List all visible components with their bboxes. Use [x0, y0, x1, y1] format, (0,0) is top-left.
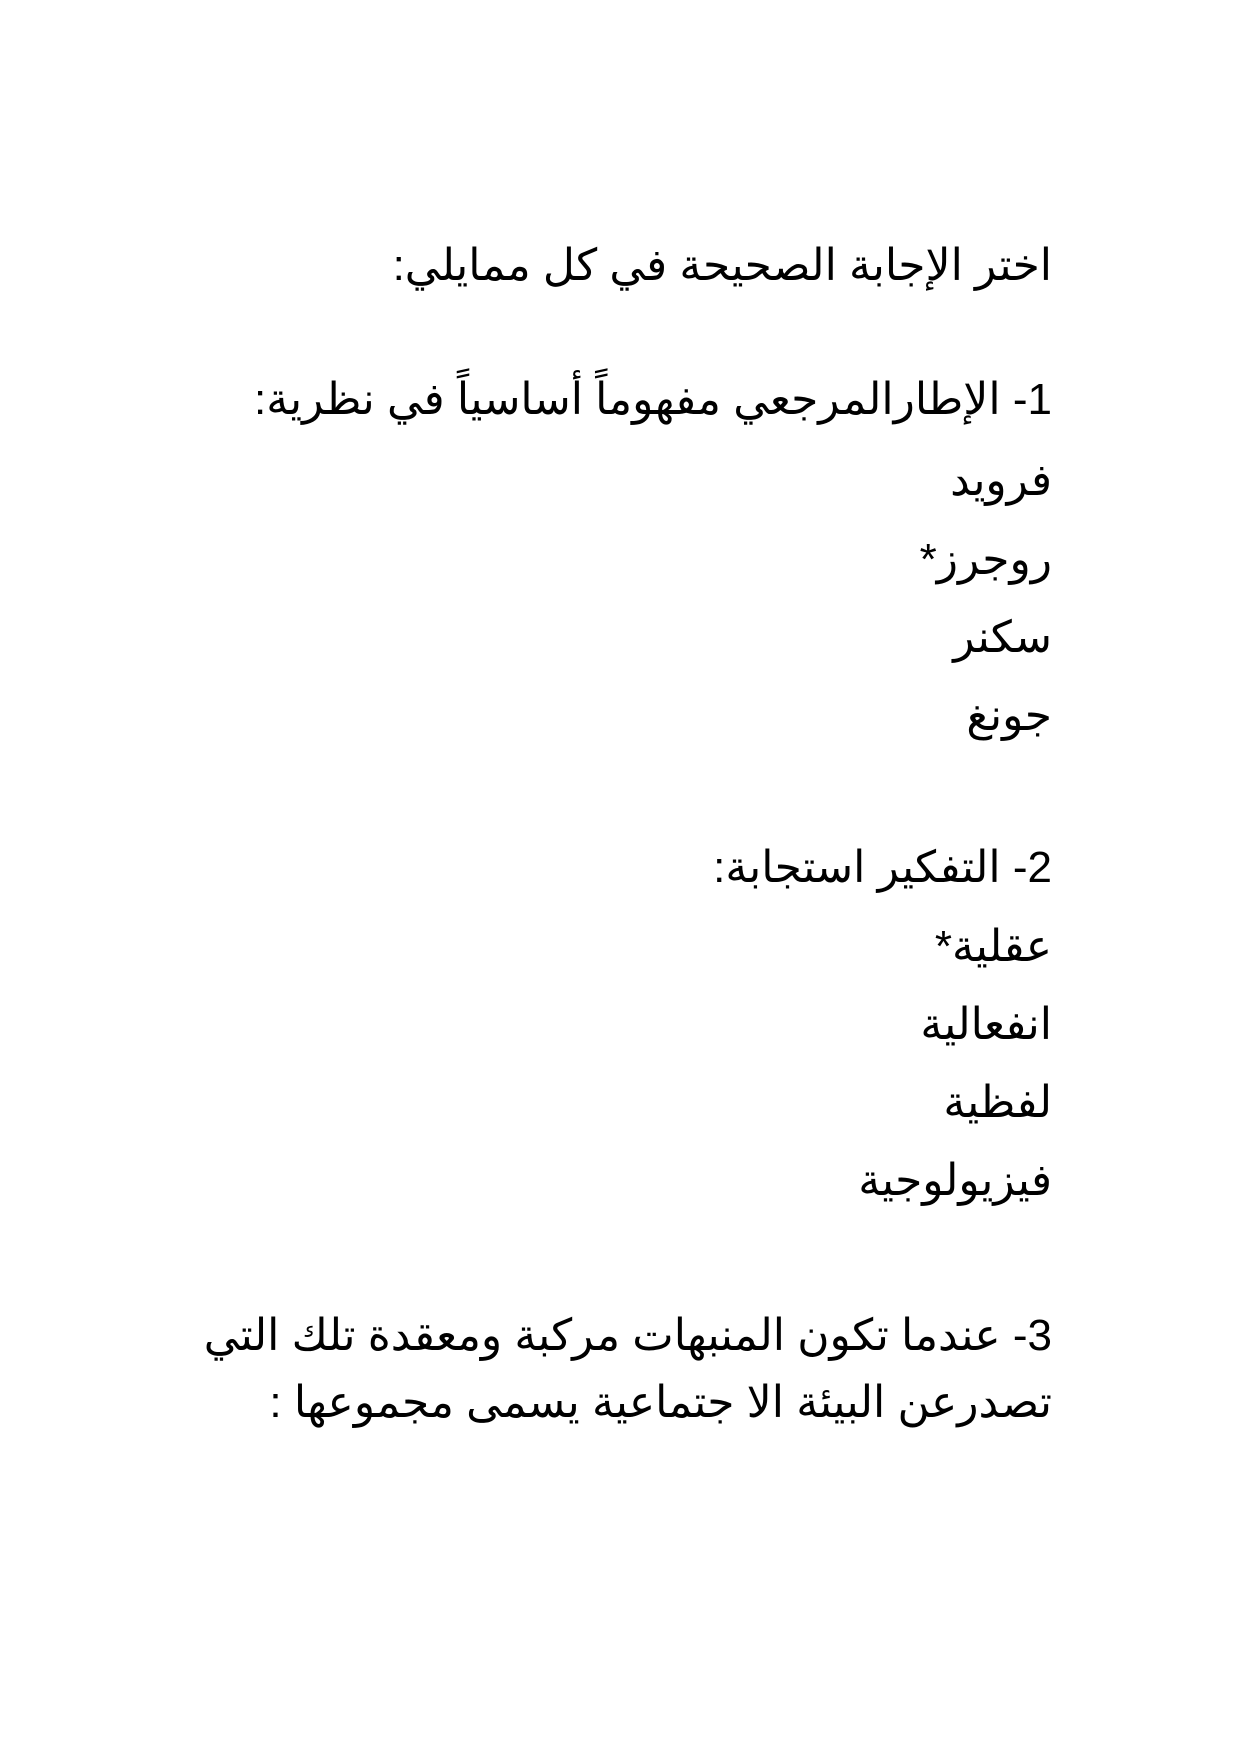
question-1-option-2: روجرز* — [919, 535, 1052, 584]
question-2-option-2: انفعالية — [920, 1000, 1052, 1049]
question-2-option-1: عقلية* — [934, 922, 1052, 971]
question-1-prompt: 1- الإطارالمرجعي مفهوماً أساسياً في نظرية: — [254, 375, 1052, 424]
question-1-option-1: فرويد — [950, 456, 1052, 505]
question-2-option-3: لفظية — [943, 1078, 1052, 1127]
question-1-option-4: جونغ — [966, 691, 1052, 740]
question-3-prompt-line-1: 3- عندما تكون المنبهات مركبة ومعقدة تلك التي — [203, 1311, 1052, 1360]
question-1-option-3: سكنر — [953, 613, 1052, 662]
question-3-prompt-line-2: تصدرعن البيئة الا جتماعية يسمى مجموعها : — [269, 1378, 1052, 1427]
question-2-prompt: 2- التفكير استجابة: — [713, 843, 1052, 892]
question-2-option-4: فيزيولوجية — [858, 1156, 1052, 1205]
instruction-heading: اختر الإجابة الصحيحة في كل ممايلي: — [392, 241, 1052, 290]
